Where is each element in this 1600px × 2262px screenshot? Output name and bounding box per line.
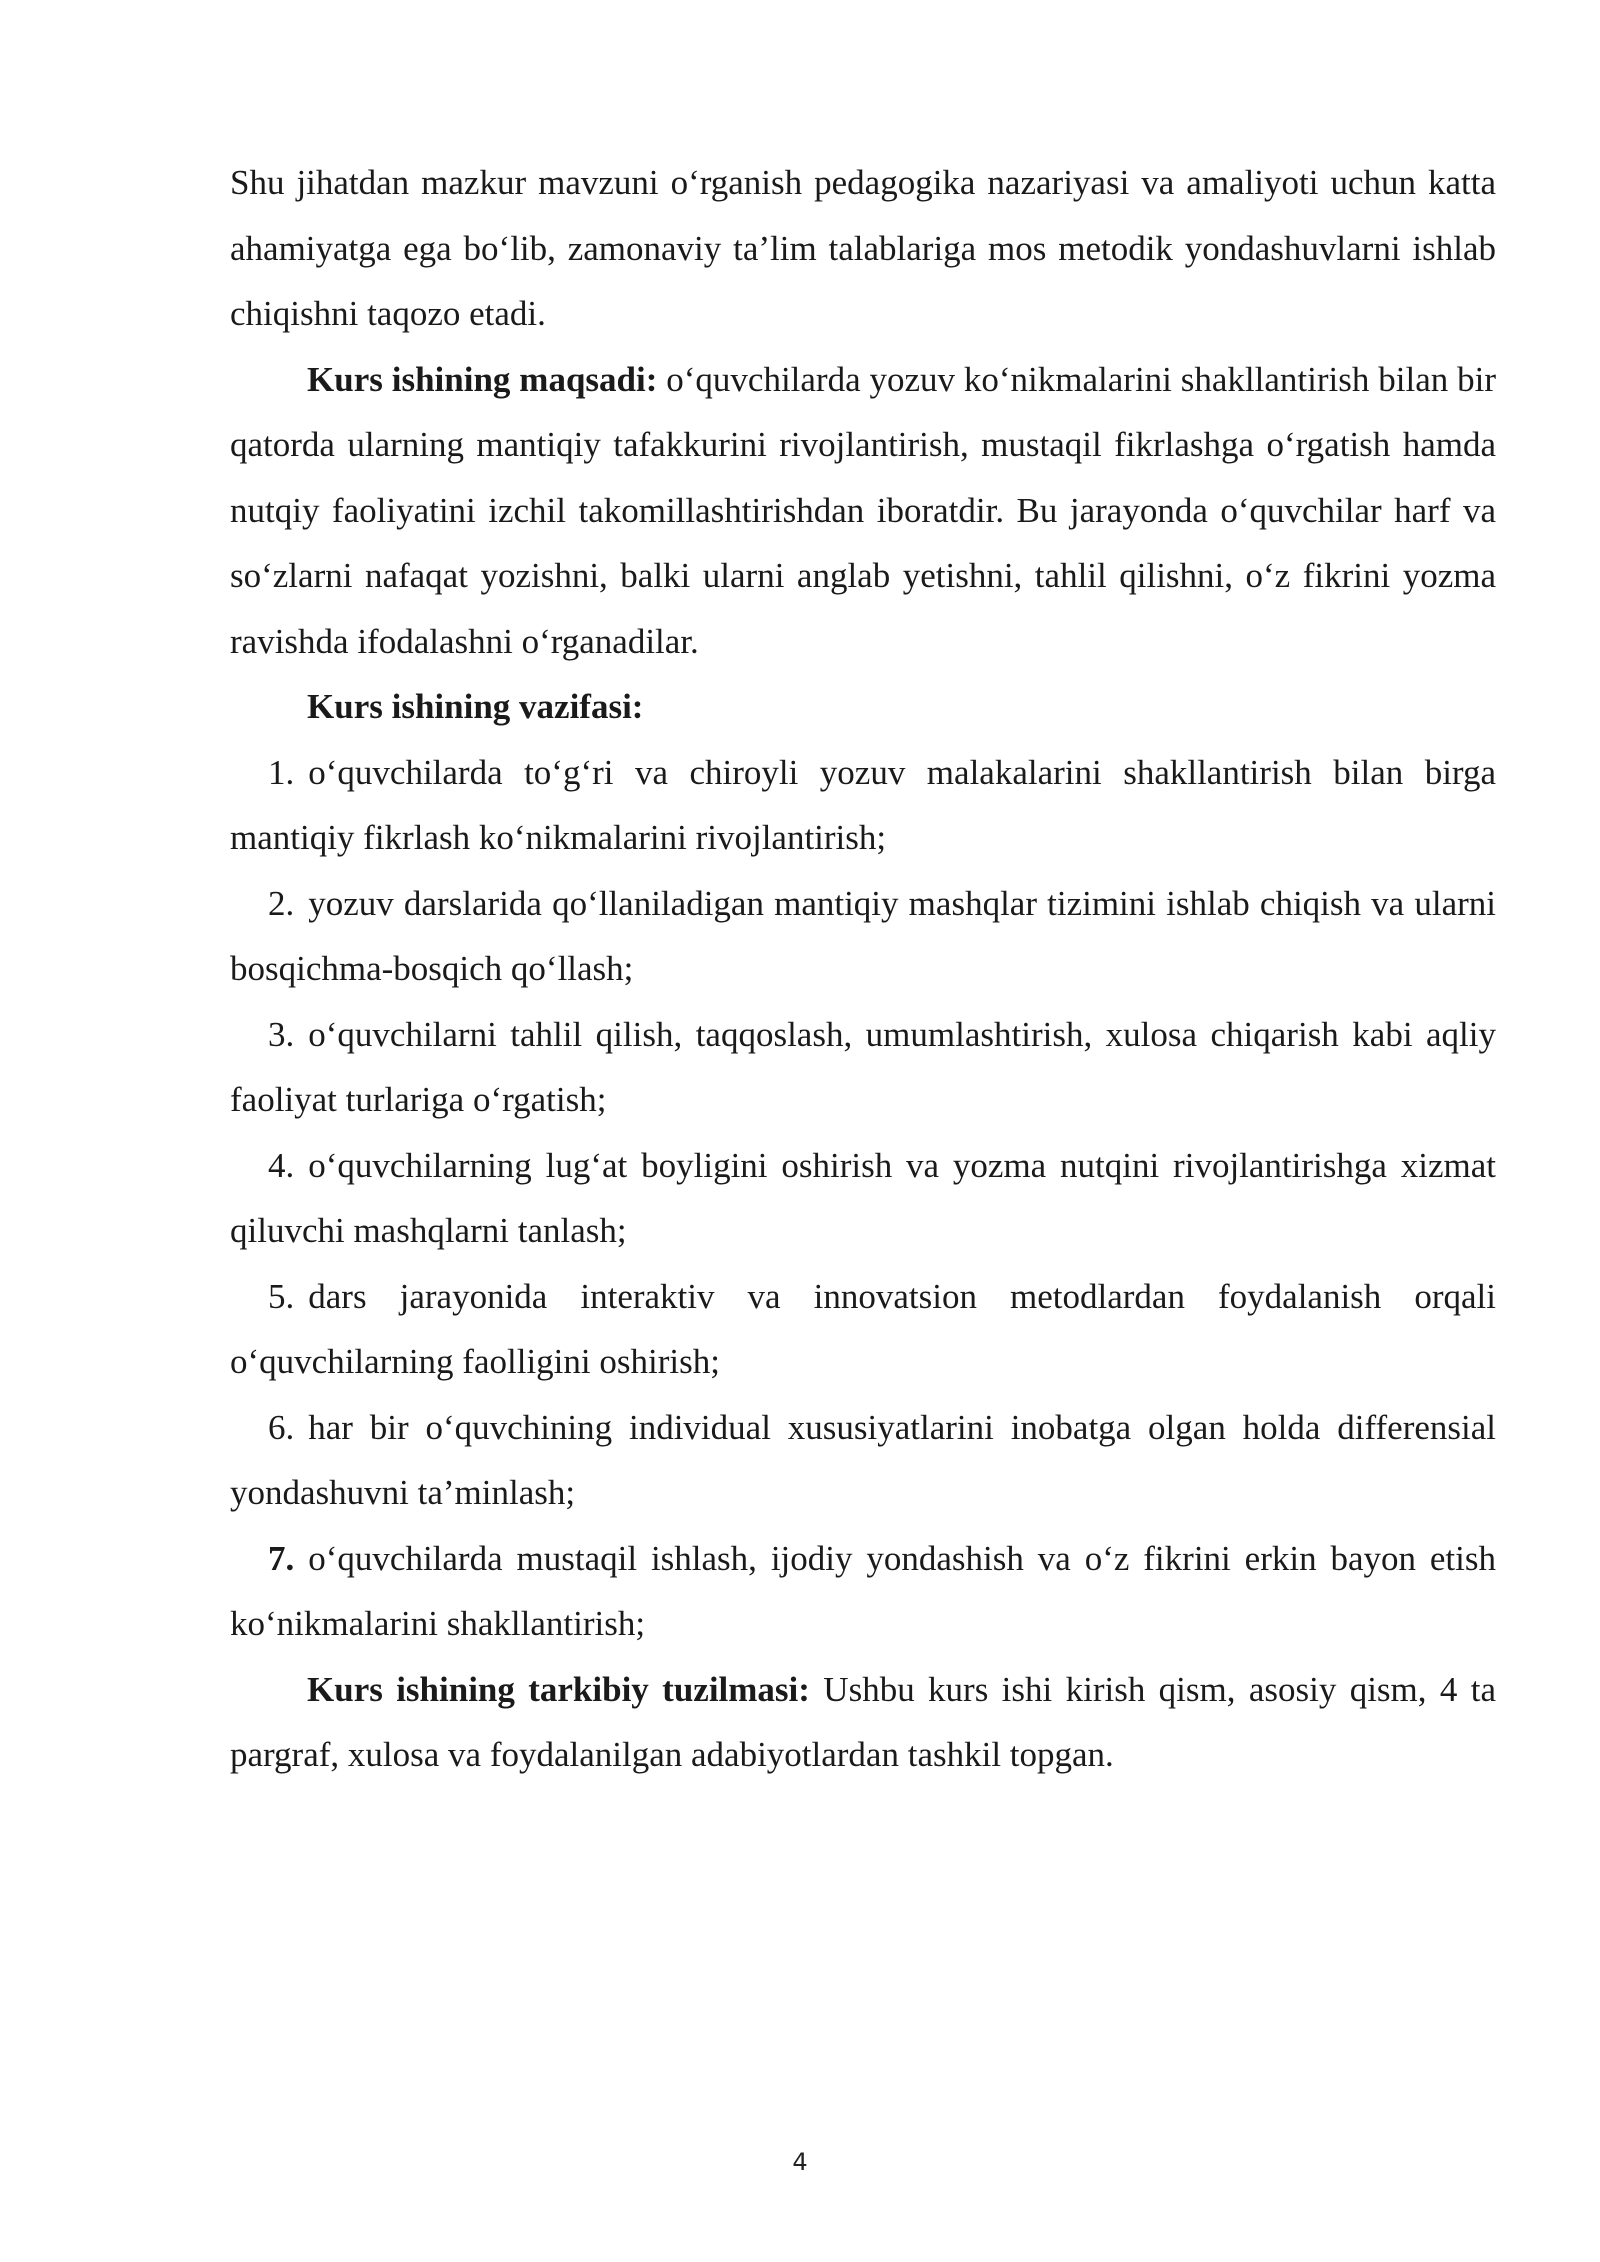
task-number: 6. xyxy=(268,1407,295,1447)
task-item-5 xyxy=(230,1264,1496,1395)
task-item-4 xyxy=(230,1133,1496,1264)
task-text: dars jarayonida interaktiv va innovatsion metodlardan foydalanish orqali o‘quvchilarning faolligini oshirish; xyxy=(230,1276,1496,1381)
task-number: 1. xyxy=(268,752,295,792)
task-item-7 xyxy=(230,1526,1496,1657)
intro-paragraph: Shu jihatdan mazkur mavzuni o‘rganish pedagogika nazariyasi va amaliyoti uchun katta ahamiyatga ega bo‘lib, zamonaviy ta’lim talablariga mos metodik yondashuvlarni ishlab chiqishni taqozo etadi. xyxy=(230,163,1496,333)
tasks-label: Kurs ishining vazifasi: xyxy=(307,687,644,726)
task-text: har bir o‘quvchining individual xususiyatlarini inobatga olgan holda differensial yondashuvni ta’minlash; xyxy=(230,1407,1496,1512)
structure-text: Ushbu kurs ishi kirish qism, asosiy qism, 4 ta pargraf, xulosa va foydalanilgan adabiyotlardan tashkil topgan. xyxy=(230,1669,1496,1774)
structure-paragraph xyxy=(230,1657,1496,1788)
task-text: o‘quvchilarda mustaqil ishlash, ijodiy yondashish va o‘z fikrini erkin bayon etish ko‘nikmalarini shakllantirish; xyxy=(230,1538,1496,1643)
task-item-2 xyxy=(230,871,1496,1002)
task-number: 2. xyxy=(268,883,295,923)
tasks-heading-paragraph xyxy=(230,674,1496,740)
task-item-3 xyxy=(230,1002,1496,1133)
document-body xyxy=(230,150,1496,1788)
task-text: o‘quvchilarni tahlil qilish, taqqoslash, umumlashtirish, xulosa chiqarish kabi aqliy faoliyat turlariga o‘rgatish; xyxy=(230,1014,1496,1119)
task-text: o‘quvchilarda to‘g‘ri va chiroyli yozuv malakalarini shakllantirish bilan birga mantiqiy fikrlash ko‘nikmalarini rivojlantirish; xyxy=(230,752,1496,857)
task-number: 5. xyxy=(268,1276,295,1316)
task-number: 4. xyxy=(268,1145,295,1185)
goal-label: Kurs ishining maqsadi: xyxy=(307,359,658,399)
goal-text: o‘quvchilarda yozuv ko‘nikmalarini shakllantirish bilan bir qatorda ularning mantiqiy tafakkurini rivojlantirish, mustaqil fikrlashga o‘rgatish hamda nutqiy faoliyatini izchil takomillashtirishdan iboratdir. Bu jarayonda o‘quvchilar harf va so‘zlarni nafaqat yozishni, balki ularni anglab yetishni, tahlil qilishni, o‘z fikrini yozma ravishda ifodalashni o‘rganadilar. xyxy=(230,359,1496,661)
page-number: 4 xyxy=(792,2148,808,2176)
task-item-1 xyxy=(230,740,1496,871)
task-item-6 xyxy=(230,1395,1496,1526)
structure-label: Kurs ishining tarkibiy tuzilmasi: xyxy=(307,1669,810,1709)
task-number: 7. xyxy=(268,1538,295,1578)
task-text: o‘quvchilarning lug‘at boyligini oshirish va yozma nutqini rivojlantirishga xizmat qiluvchi mashqlarni tanlash; xyxy=(230,1145,1496,1250)
task-number: 3. xyxy=(268,1014,295,1054)
goal-paragraph xyxy=(230,347,1496,675)
task-text: yozuv darslarida qo‘llaniladigan mantiqiy mashqlar tizimini ishlab chiqish va ularni bosqichma-bosqich qo‘llash; xyxy=(230,883,1496,988)
